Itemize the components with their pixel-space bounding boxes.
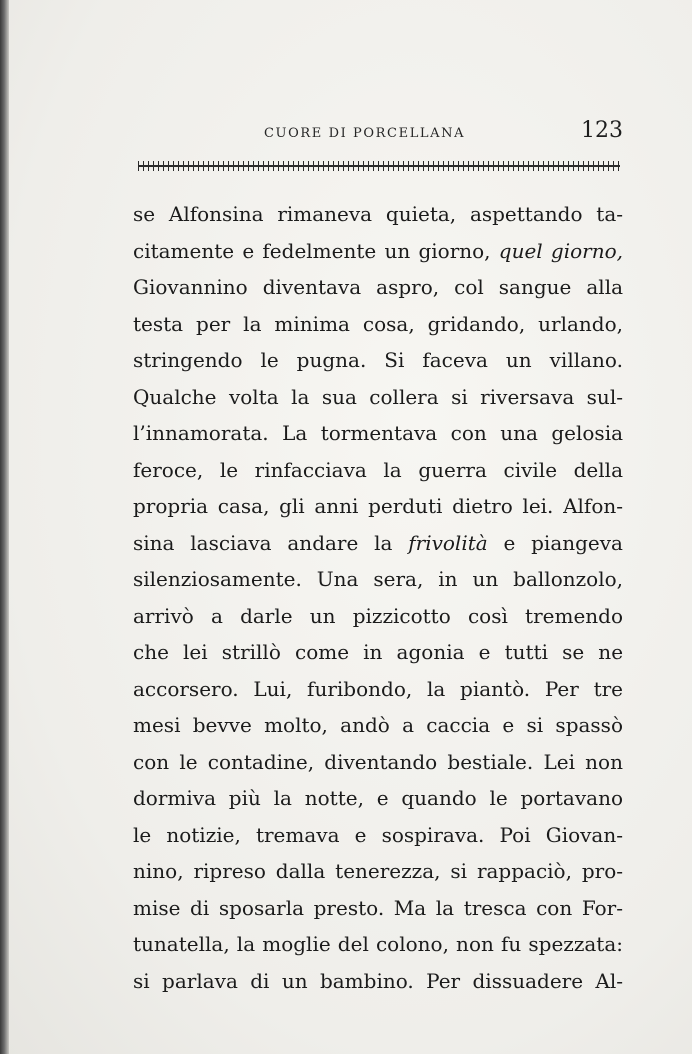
text-line: l’innamorata. La tormentava con una gelosia <box>133 421 624 445</box>
text-line: che lei strillò come in agonia e tutti se ne <box>133 640 624 664</box>
text-line: stringendo le pugna. Si faceva un villano. <box>133 348 623 372</box>
text-line: le notizie, tremava e sospirava. Poi Giovan- <box>133 822 623 847</box>
page-header <box>133 118 623 150</box>
ornamental-rule <box>138 161 620 171</box>
italic-phrase: quel giorno, <box>498 238 623 263</box>
text-line: silenziosamente. Una sera, in un ballonzolo, <box>133 567 623 591</box>
text-line: sina lasciava andare la frivolità e piangeva <box>133 530 623 555</box>
italic-word: frivolità <box>408 530 488 555</box>
text-line: con le contadine, diventando bestiale. Lei non <box>133 749 623 774</box>
binding-edge <box>0 0 9 1054</box>
text-line: mise di sposarla presto. Ma la tresca con For- <box>133 895 623 920</box>
text-line: tunatella, la moglie del colono, non fu spezzata: <box>133 932 623 956</box>
text-line: nino, ripreso dalla tenerezza, si rappaciò, pro- <box>133 859 624 883</box>
text-line: se Alfonsina rimaneva quieta, aspettando ta- <box>133 202 624 226</box>
text-line: si parlava di un bambino. Per dissuadere Al- <box>133 968 624 993</box>
text-line: testa per la minima cosa, gridando, urlando, <box>133 311 623 336</box>
page-number: 123 <box>581 118 623 143</box>
running-title: CUORE DI PORCELLANA <box>264 126 466 141</box>
text-line: Giovannino diventava aspro, col sangue alla <box>133 275 624 299</box>
body-text <box>133 196 623 999</box>
text-line: Qualche volta la sua collera si riversava sul- <box>133 384 623 409</box>
text-line: propria casa, gli anni perduti dietro lei. Alfon- <box>133 494 624 518</box>
text-line: arrivò a darle un pizzicotto così tremendo <box>133 603 623 628</box>
text-line: mesi bevve molto, andò a caccia e si spassò <box>133 713 623 737</box>
text-line: feroce, le rinfacciava la guerra civile della <box>133 457 623 482</box>
text-line: accorsero. Lui, furibondo, la piantò. Per tre <box>133 676 623 701</box>
text-line: citamente e fedelmente un giorno, quel giorno, <box>133 238 623 263</box>
text-line: dormiva più la notte, e quando le portavano <box>133 786 624 810</box>
